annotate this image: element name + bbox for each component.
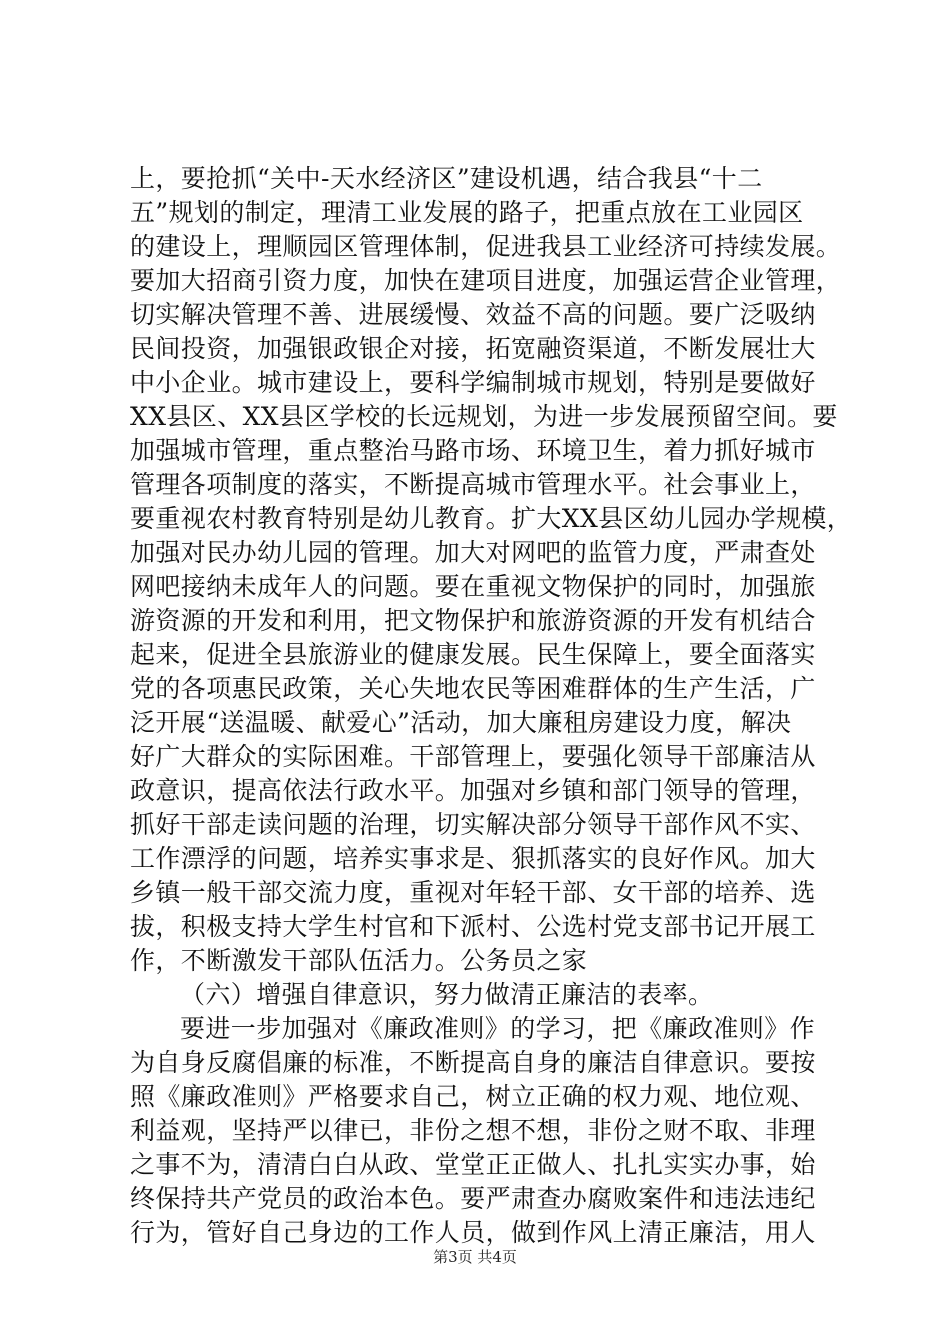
body-line: 作，不断激发干部队伍活力。公务员之家 [130,946,588,975]
section-heading: （六）增强自律意识，努力做清正廉洁的表率。 [180,980,714,1009]
body-line: 上，要抢抓“关中-天水经济区”建设机遇，结合我县“十二 [130,164,763,193]
body-line: 中小企业。城市建设上，要科学编制城市规划，特别是要做好 [130,368,816,397]
body-line: XX县区、XX县区学校的长远规划，为进一步发展预留空间。要 [130,402,838,431]
body-line: 抓好干部走读问题的治理，切实解决部分领导干部作风不实、 [130,810,816,839]
body-line: 政意识，提高依法行政水平。加强对乡镇和部门领导的管理， [130,776,816,805]
body-line: 游资源的开发和利用，把文物保护和旅游资源的开发有机结合 [130,606,816,635]
body-line: 好广大群众的实际困难。干部管理上，要强化领导干部廉洁从 [130,742,816,771]
body-line: 民间投资，加强银政银企对接，拓宽融资渠道，不断发展壮大 [130,334,816,363]
body-line: 的建设上，理顺园区管理体制，促进我县工业经济可持续发展。 [130,232,842,261]
body-line: 为自身反腐倡廉的标准，不断提高自身的廉洁自律意识。要按 [130,1048,816,1077]
body-line: 行为，管好自己身边的工作人员，做到作风上清正廉洁，用人 [130,1218,816,1247]
body-line: 加强城市管理，重点整治马路市场、环境卫生，着力抓好城市 [130,436,816,465]
body-line: 起来，促进全县旅游业的健康发展。民生保障上，要全面落实 [130,640,816,669]
body-line: 工作漂浮的问题，培养实事求是、狠抓落实的良好作风。加大 [130,844,816,873]
body-line: 泛开展“送温暖、献爱心”活动，加大廉租房建设力度，解决 [130,708,792,737]
body-line: 要重视农村教育特别是幼儿教育。扩大XX县区幼儿园办学规模， [130,504,853,533]
body-line: 终保持共产党员的政治本色。要严肃查办腐败案件和违法违纪 [130,1184,816,1213]
paragraph-first-line: 要进一步加强对《廉政准则》的学习，把《廉政准则》作 [180,1014,816,1043]
document-body [130,162,853,1250]
body-line: 网吧接纳未成年人的问题。要在重视文物保护的同时，加强旅 [130,572,816,601]
body-line: 管理各项制度的落实，不断提高城市管理水平。社会事业上， [130,470,816,499]
body-line: 五”规划的制定，理清工业发展的路子，把重点放在工业园区 [130,198,804,227]
body-line: 拔，积极支持大学生村官和下派村、公选村党支部书记开展工 [130,912,816,941]
body-line: 要加大招商引资力度，加快在建项目进度，加强运营企业管理， [130,266,842,295]
body-line: 乡镇一般干部交流力度，重视对年轻干部、女干部的培养、选 [130,878,816,907]
body-line: 党的各项惠民政策，关心失地农民等困难群体的生产生活，广 [130,674,816,703]
body-line: 之事不为，清清白白从政、堂堂正正做人、扎扎实实办事，始 [130,1150,816,1179]
body-line: 加强对民办幼儿园的管理。加大对网吧的监管力度，严肃查处 [130,538,816,567]
body-line: 切实解决管理不善、进展缓慢、效益不高的问题。要广泛吸纳 [130,300,816,329]
body-line: 利益观，坚持严以律已，非份之想不想，非份之财不取、非理 [130,1116,816,1145]
page-footer: 第3页 共4页 [433,1248,517,1266]
body-line: 照《廉政准则》严格要求自己，树立正确的权力观、地位观、 [130,1082,816,1111]
